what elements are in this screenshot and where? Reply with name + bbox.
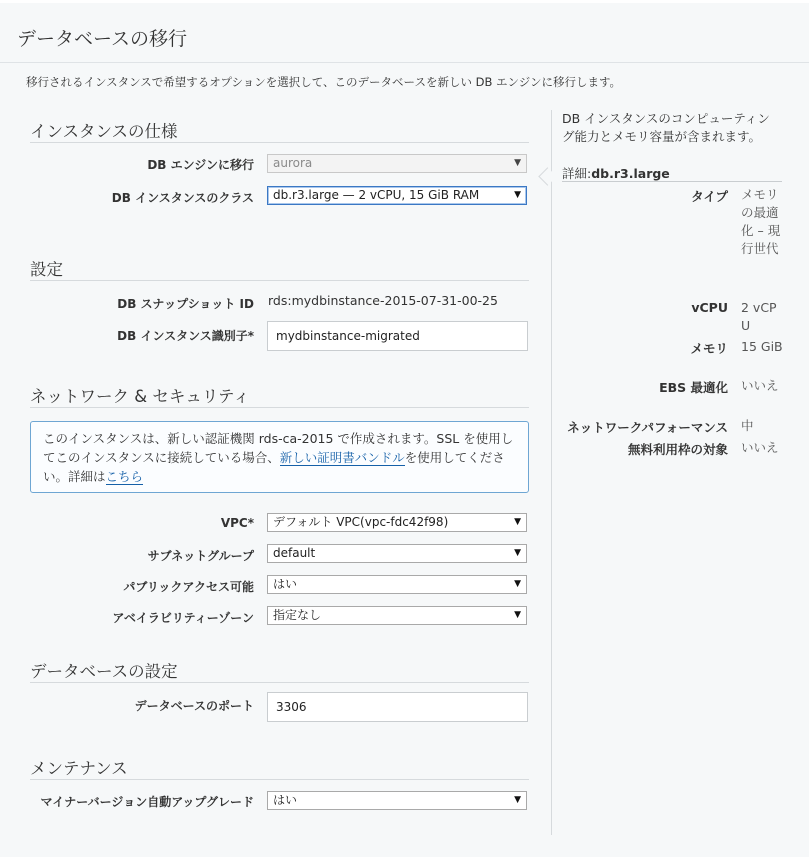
availability-zone-select[interactable]: [267, 606, 527, 625]
chevron-down-icon: ▼: [514, 158, 521, 168]
auto-minor-upgrade-select[interactable]: [267, 791, 527, 810]
db-engine-label: DB エンジンに移行: [147, 158, 254, 172]
details-prefix: 詳細:: [562, 166, 592, 181]
db-instance-identifier-label: DB インスタンス識別子*: [117, 329, 254, 343]
detail-key-memory: メモリ: [690, 341, 728, 356]
db-engine-select[interactable]: [267, 154, 527, 173]
vpc-value: デフォルト VPC(vpc-fdc42f98): [273, 515, 449, 529]
detail-key-vcpu: vCPU: [691, 300, 728, 315]
help-panel-rule: [562, 181, 782, 182]
availability-zone-value: 指定なし: [273, 608, 322, 622]
page-title: データベースの移行: [17, 28, 188, 50]
public-access-select[interactable]: [267, 575, 527, 594]
db-instance-class-value: db.r3.large — 2 vCPU, 15 GiB RAM: [273, 188, 480, 202]
detail-key-free-tier: 無料利用枠の対象: [627, 442, 728, 457]
top-bar: [0, 0, 809, 3]
db-instance-class-select[interactable]: [267, 186, 527, 205]
db-engine-value: aurora: [273, 156, 313, 170]
help-panel-pointer: [538, 167, 556, 185]
help-panel-divider: [551, 110, 552, 835]
subnet-group-select[interactable]: [267, 544, 527, 563]
title-divider: [0, 62, 809, 63]
detail-value-free-tier: いいえ: [741, 440, 779, 455]
ssl-info-box: [30, 421, 529, 493]
detail-value-ebs: いいえ: [741, 378, 779, 393]
certificate-bundle-link[interactable]: 新しい証明書バンドル: [279, 450, 405, 465]
db-snapshot-id-value: rds:mydbinstance-2015-07-31-00-25: [268, 293, 498, 308]
section-divider: [30, 407, 529, 408]
section-title-database-settings: データベースの設定: [30, 662, 178, 681]
db-port-label: データベースのポート: [134, 699, 254, 713]
detail-value-memory: 15 GiB: [741, 339, 783, 354]
section-title-maintenance: メンテナンス: [30, 759, 128, 778]
chevron-down-icon: ▼: [514, 190, 521, 200]
section-title-settings: 設定: [30, 260, 63, 279]
section-title-instance-spec: インスタンスの仕様: [30, 122, 178, 141]
section-divider: [30, 142, 529, 143]
vpc-select[interactable]: [267, 513, 527, 532]
subnet-group-value: default: [273, 546, 316, 560]
section-divider: [30, 682, 529, 683]
public-access-label: パブリックアクセス可能: [123, 580, 254, 594]
detail-value-type: メモリの最適化 – 現行世代: [741, 187, 781, 256]
public-access-value: はい: [273, 577, 298, 591]
chevron-down-icon: ▼: [514, 610, 521, 620]
help-panel-description: DB インスタンスのコンピューティング能力とメモリ容量が含まれます。: [562, 111, 770, 144]
detail-value-vcpu: 2 vCPU: [741, 300, 777, 333]
chevron-down-icon: ▼: [514, 548, 521, 558]
detail-key-type: タイプ: [691, 189, 728, 204]
chevron-down-icon: ▼: [514, 517, 521, 527]
details-class: db.r3.large: [591, 166, 670, 181]
subnet-group-label: サブネットグループ: [147, 549, 254, 563]
detail-key-ebs: EBS 最適化: [659, 380, 728, 395]
help-panel-details-title: [562, 164, 670, 182]
detail-value-network: 中: [741, 418, 754, 433]
chevron-down-icon: ▼: [514, 579, 521, 589]
auto-minor-upgrade-value: はい: [273, 793, 298, 807]
page-intro: 移行されるインスタンスで希望するオプションを選択して、このデータベースを新しい DB エンジンに移行します。: [26, 75, 622, 89]
info-text: を使用してください。詳細は: [43, 450, 505, 484]
more-info-link[interactable]: こちら: [105, 469, 144, 484]
section-divider: [30, 280, 529, 281]
availability-zone-label: アベイラビリティーゾーン: [112, 611, 254, 625]
db-instance-identifier-input[interactable]: mydbinstance-migrated: [267, 321, 528, 351]
db-instance-class-label: DB インスタンスのクラス: [111, 191, 254, 205]
section-title-network-security: ネットワーク & セキュリティ: [30, 387, 250, 406]
info-text: このインスタンスは、新しい認証機関 rds-ca-2015 で作成されます。SSL を使用してこのインスタンスに接続している場合、: [43, 431, 514, 465]
db-snapshot-id-label: DB スナップショット ID: [117, 297, 254, 311]
auto-minor-upgrade-label: マイナーバージョン自動アップグレード: [40, 795, 254, 809]
detail-key-network: ネットワークパフォーマンス: [567, 420, 728, 435]
db-port-input[interactable]: 3306: [267, 692, 528, 722]
chevron-down-icon: ▼: [514, 795, 521, 805]
vpc-label: VPC*: [220, 516, 254, 530]
section-divider: [30, 779, 529, 780]
